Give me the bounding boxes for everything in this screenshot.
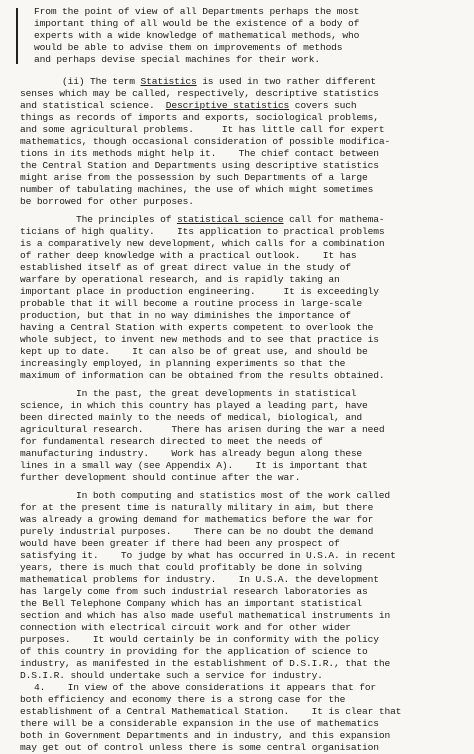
- text-line: would have been greater if there had been any prospect of: [20, 538, 340, 549]
- text-line: In both computing and statistics most of the work called: [76, 490, 391, 501]
- text-line: having a Central Station with experts competent to overlook the: [20, 322, 374, 333]
- text-line: might arise from the possession by such Departments of a large: [20, 172, 368, 183]
- text-line: years, there is much that could profitably be done in solving: [20, 562, 363, 573]
- text-line: things as records of imports and exports, sociological problems,: [20, 112, 379, 123]
- text-line: satisfying it. To judge by what has occurred in U.S.A. in recent: [20, 550, 396, 561]
- text-line: and some agricultural problems. It has little call for expert: [20, 124, 385, 135]
- text-line: the Central Station and Departments using descriptive statistics: [20, 160, 379, 171]
- text-line: section and which has also made useful mathematical instruments in: [20, 610, 391, 621]
- text-line: industry, as manifested in the establishment of D.S.I.R., that the: [20, 658, 391, 669]
- text-line: 4. In view of the above considerations it appears that for: [34, 682, 377, 693]
- text-line: mathematics, though occasional consideration of possible modifica-: [20, 136, 391, 147]
- text-line: of this country in providing for the application of science to: [20, 646, 368, 657]
- text-line: science, in which this country has played a leading part, have: [20, 400, 368, 411]
- text-line: for fundamental research directed to meet the needs of: [20, 436, 323, 447]
- text-line: established itself as of great direct value in the study of: [20, 262, 351, 273]
- text-line: D.S.I.R. should undertake such a service for industry.: [20, 670, 323, 681]
- text-line: there will be a considerable expansion in the use of mathematics: [20, 718, 379, 729]
- text-line: the Bell Telephone Company which has an important statistical: [20, 598, 363, 609]
- text-line: and statistical science. Descriptive statistics covers such: [20, 100, 357, 111]
- text-line: whole subject, to invent new methods and to see that practice is: [20, 334, 379, 345]
- text-line: has largely come from such industrial research laboratories as: [20, 586, 368, 597]
- text-line: connection with electrical circuit work and for other wider: [20, 622, 351, 633]
- text-line: is a comparatively new development, which calls for a combination: [20, 238, 385, 249]
- text-line: experts with a wide knowledge of mathematical methods, who: [34, 30, 360, 41]
- text-line: both efficiency and economy there is a strong case for the: [20, 694, 346, 705]
- text-line: important place in production engineering. It is exceedingly: [20, 286, 379, 297]
- text-line: mathematical problems for industry. In U.S.A. the development: [20, 574, 379, 585]
- text-line: both in Government Departments and in industry, and this expansion: [20, 730, 391, 741]
- text-line: of rather deep knowledge with a practical outlook. It has: [20, 250, 357, 261]
- text-line: From the point of view of all Departments perhaps the most: [34, 6, 360, 17]
- text-line: been directed mainly to the needs of medical, biological, and: [20, 412, 363, 423]
- text-line: kept up to date. It can also be of great use, and should be: [20, 346, 368, 357]
- text-line: establishment of a Central Mathematical Station. It is clear that: [20, 706, 402, 717]
- text-line: lines in a small way (see Appendix A). It is important that: [20, 460, 368, 471]
- text-line: ticians of high quality. Its application to practical problems: [20, 226, 385, 237]
- text-line: agricultural research. There has arisen during the war a need: [20, 424, 385, 435]
- text-line: maximum of information can be obtained from the results obtained.: [20, 370, 385, 381]
- text-line: number of tabulating machines, the use of which might sometimes: [20, 184, 374, 195]
- text-line: manufacturing industry. Work has already begun along these: [20, 448, 363, 459]
- text-line: be borrowed for other purposes.: [20, 196, 194, 207]
- text-line: increasingly employed, in planning experiments so that the: [20, 358, 346, 369]
- text-line: (ii) The term Statistics is used in two rather different: [62, 76, 377, 87]
- text-line: In the past, the great developments in statistical: [76, 388, 357, 399]
- text-line: tions in its methods might help it. The chief contact between: [20, 148, 379, 159]
- text-line: important thing of all would be the existence of a body of: [34, 18, 360, 29]
- text-line: purely industrial purposes. There can be no doubt the demand: [20, 526, 374, 537]
- text-line: The principles of statistical science call for mathema-: [76, 214, 385, 225]
- text-line: production, but that in no way diminishes the importance of: [20, 310, 351, 321]
- text-line: warfare by operational research, and is rapidly taking an: [20, 274, 340, 285]
- text-line: purposes. It would certainly be in conformity with the policy: [20, 634, 379, 645]
- text-line: was already a growing demand for mathematics before the war for: [20, 514, 374, 525]
- margin-rule: [16, 8, 18, 64]
- text-line: senses which may be called, respectively, descriptive statistics: [20, 88, 379, 99]
- text-line: further development should continue after the war.: [20, 472, 301, 483]
- text-line: probable that it will become a routine process in large-scale: [20, 298, 363, 309]
- text-line: may get out of control unless there is some central organisation: [20, 742, 379, 753]
- text-line: for at the present time is naturally military in aim, but there: [20, 502, 374, 513]
- text-line: and perhaps devise special machines for their work.: [34, 54, 320, 65]
- text-line: would be able to advise them on improvements of methods: [34, 42, 343, 53]
